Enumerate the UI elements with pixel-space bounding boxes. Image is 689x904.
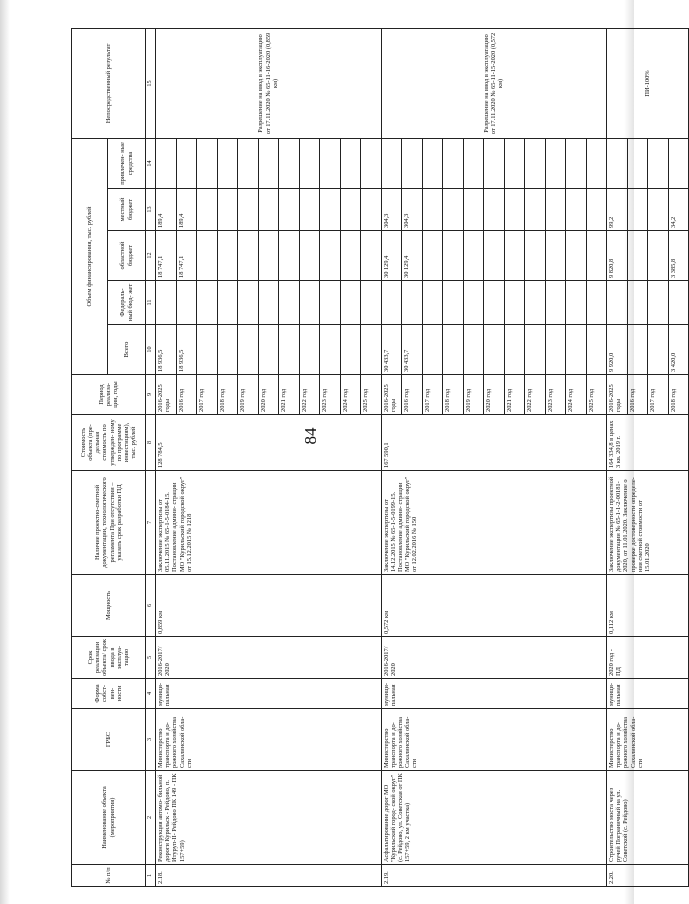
extra-funds-cell — [504, 139, 525, 189]
federal-cell — [258, 281, 279, 325]
federal-cell — [607, 281, 628, 325]
header-funding: Объем финансирования, тыс. рублей — [72, 139, 108, 375]
total-cell — [217, 325, 238, 375]
regional-cell — [279, 231, 300, 281]
page-number: 84 — [301, 427, 320, 445]
regional-cell — [320, 231, 341, 281]
extra-funds-cell — [463, 139, 484, 189]
table-row — [607, 29, 628, 887]
regional-cell — [299, 231, 320, 281]
regional-cell — [627, 231, 648, 281]
total-cell — [566, 325, 587, 375]
extra-funds-cell — [258, 139, 279, 189]
local-cell — [238, 189, 259, 231]
regional-cell: 18 747,1 — [156, 231, 177, 281]
extra-funds-cell — [320, 139, 341, 189]
period-cell: 2016 год — [402, 375, 423, 415]
total-cell — [545, 325, 566, 375]
federal-cell — [443, 281, 464, 325]
regional-cell — [361, 231, 382, 281]
header-docs: Наличие проектно-сметной документации, технологического регламента При отсутствии – указать срок разработки ПД — [72, 471, 146, 575]
table-body — [156, 29, 689, 887]
implementation-term: 2016-2017/ 2020 — [381, 637, 607, 679]
scan-shadow-left — [0, 0, 10, 904]
period-cell: 2021 год — [504, 375, 525, 415]
period-cell: 2017 год — [197, 375, 218, 415]
regional-cell: 9 820,8 — [607, 231, 628, 281]
extra-funds-cell — [443, 139, 464, 189]
period-cell: 2018 год — [443, 375, 464, 415]
local-cell — [484, 189, 505, 231]
grbs-name: Министерство транспорта и до- рожного хозяйства Сахалинской обла- сти — [607, 709, 689, 771]
local-cell — [217, 189, 238, 231]
federal-cell — [156, 281, 177, 325]
direct-result: Разрешение на ввод в эксплуатацию от 17.11.2020 № 65-11-15-2020 (0,572 км) — [381, 29, 607, 139]
local-cell — [648, 189, 669, 231]
local-cell — [463, 189, 484, 231]
total-cell — [648, 325, 669, 375]
extra-funds-cell — [607, 139, 628, 189]
column-number-row — [146, 29, 156, 887]
extra-funds-cell — [525, 139, 546, 189]
total-cell — [525, 325, 546, 375]
grbs-name: Министерство транспорта и до- рожного хозяйства Сахалинской обла- сти — [156, 709, 382, 771]
design-docs: Заключение экспертизы от 14.12.2015 № 65-1-5-0199-15. Постановление админи- страции МО "Курильский городской округ" от 12.02.2016 № 150 — [381, 471, 607, 575]
column-number: 1 — [146, 865, 156, 887]
extra-funds-cell — [566, 139, 587, 189]
period-cell: 2020 год — [484, 375, 505, 415]
header-federal: Федераль- ный бюд- жет — [108, 281, 146, 325]
local-cell — [545, 189, 566, 231]
object-name: Асфальтирование дорог МО "Курильский город- ской округ" (с. Рейдово, ул. Советская от ПК 157+59, 2 км участка) — [381, 771, 607, 865]
local-cell: 99,2 — [607, 189, 628, 231]
header-capacity: Мощность — [72, 575, 146, 637]
regional-cell — [545, 231, 566, 281]
local-cell — [627, 189, 648, 231]
total-cell: 30 433,7 — [402, 325, 423, 375]
federal-cell — [381, 281, 402, 325]
federal-cell — [668, 281, 689, 325]
extra-funds-cell — [545, 139, 566, 189]
period-cell: 2019 год — [238, 375, 259, 415]
total-cell — [279, 325, 300, 375]
local-cell — [525, 189, 546, 231]
total-cell — [443, 325, 464, 375]
column-number: 15 — [146, 29, 156, 139]
total-cell — [340, 325, 361, 375]
ownership-form: муници- пальная — [607, 679, 689, 709]
period-cell: 2024 год — [566, 375, 587, 415]
federal-cell — [525, 281, 546, 325]
extra-funds-cell — [586, 139, 607, 189]
total-cell — [258, 325, 279, 375]
implementation-term: 2016-2017/ 2020 — [156, 637, 382, 679]
extra-funds-cell — [156, 139, 177, 189]
regional-cell — [238, 231, 259, 281]
capacity: 0,572 км — [381, 575, 607, 637]
local-cell — [586, 189, 607, 231]
header-form: Форма собст- вен- ности — [72, 679, 146, 709]
ownership-form: муници- пальная — [381, 679, 607, 709]
capacity: 0,859 км — [156, 575, 382, 637]
object-name: Строительство моста через ручей Пограничный на ул. Советской (с. Рейдово) — [607, 771, 689, 865]
local-cell — [320, 189, 341, 231]
header-regional: областной бюджет — [108, 231, 146, 281]
direct-result: ПИ-100% — [607, 29, 689, 139]
column-number: 8 — [146, 415, 156, 471]
federal-cell — [340, 281, 361, 325]
period-cell: 2020 год — [258, 375, 279, 415]
design-docs: Заключение экспертизы проектной документации № 65-1-1-2-00181-2020, от 11.01.2020. Заключение о проверке достоверности определе- ния сметной стоимости от 15.01.2020 — [607, 471, 689, 575]
regional-cell — [648, 231, 669, 281]
federal-cell — [627, 281, 648, 325]
period-cell: 2016-2025 годы — [156, 375, 177, 415]
header-result: Непосредственный результат — [72, 29, 146, 139]
local-cell — [504, 189, 525, 231]
extra-funds-cell — [402, 139, 423, 189]
total-cell — [484, 325, 505, 375]
total-cell — [463, 325, 484, 375]
federal-cell — [238, 281, 259, 325]
implementation-term: 2020 год - ПД — [607, 637, 689, 679]
row-number: 2.20. — [607, 865, 689, 887]
period-cell: 2017 год — [422, 375, 443, 415]
period-cell: 2017 год — [648, 375, 669, 415]
period-cell: 2022 год — [299, 375, 320, 415]
federal-cell — [217, 281, 238, 325]
local-cell — [566, 189, 587, 231]
local-cell — [299, 189, 320, 231]
federal-cell — [422, 281, 443, 325]
extra-funds-cell — [484, 139, 505, 189]
extra-funds-cell — [361, 139, 382, 189]
column-number: 5 — [146, 637, 156, 679]
regional-cell: 30 129,4 — [402, 231, 423, 281]
column-number: 12 — [146, 231, 156, 281]
total-cell — [197, 325, 218, 375]
total-cell: 3 420,0 — [668, 325, 689, 375]
period-cell: 2024 год — [340, 375, 361, 415]
object-cost: 164 334,8 в ценах 3 кв. 2019 г. — [607, 415, 689, 471]
row-number: 2.18. — [156, 865, 382, 887]
regional-cell — [484, 231, 505, 281]
local-cell: 304,3 — [381, 189, 402, 231]
regional-cell — [217, 231, 238, 281]
header-term: Срок реализации объекта/ срок ввода в эксплуа- тацию — [72, 637, 146, 679]
federal-cell — [320, 281, 341, 325]
local-cell — [361, 189, 382, 231]
extra-funds-cell — [176, 139, 197, 189]
column-number: 9 — [146, 375, 156, 415]
total-cell: 18 936,5 — [156, 325, 177, 375]
header-total: Всего — [108, 325, 146, 375]
total-cell — [299, 325, 320, 375]
federal-cell — [504, 281, 525, 325]
total-cell: 9 920,0 — [607, 325, 628, 375]
federal-cell — [566, 281, 587, 325]
federal-cell — [648, 281, 669, 325]
period-cell: 2021 год — [279, 375, 300, 415]
period-cell: 2016 год — [627, 375, 648, 415]
design-docs: Заключение экспертизы от 05.11.2015 № 65-1-5-0184-15. Постановление админи- страции МО "Курильский городской округ" от 15.12.2015 № 1218 — [156, 471, 382, 575]
local-cell: 189,4 — [156, 189, 177, 231]
extra-funds-cell — [668, 139, 689, 189]
regional-cell — [586, 231, 607, 281]
period-cell: 2016 год — [176, 375, 197, 415]
period-cell: 2025 год — [361, 375, 382, 415]
federal-cell — [402, 281, 423, 325]
federal-cell — [463, 281, 484, 325]
total-cell — [238, 325, 259, 375]
extra-funds-cell — [279, 139, 300, 189]
header-grbs: ГРБС — [72, 709, 146, 771]
local-cell: 34,2 — [668, 189, 689, 231]
period-cell: 2019 год — [463, 375, 484, 415]
column-number: 3 — [146, 709, 156, 771]
header-cost: Стоимость объекта (пре- дельная стоимость по утвержден- ному по программе инвестициям), тыс. рублей — [72, 415, 146, 471]
direct-result: Разрешение на ввод в эксплуатацию от 17.11.2020 № 65-11-16-2020 (0,859 км) — [156, 29, 382, 139]
total-cell — [422, 325, 443, 375]
table-row — [156, 29, 177, 887]
local-cell — [340, 189, 361, 231]
federal-cell — [586, 281, 607, 325]
grbs-name: Министерство транспорта и до- рожного хозяйства Сахалинской обла- сти — [381, 709, 607, 771]
regional-cell — [443, 231, 464, 281]
regional-cell — [422, 231, 443, 281]
regional-cell — [525, 231, 546, 281]
local-cell: 304,3 — [402, 189, 423, 231]
total-cell — [504, 325, 525, 375]
local-cell: 189,4 — [176, 189, 197, 231]
header-local: местный бюджет — [108, 189, 146, 231]
period-cell: 2023 год — [545, 375, 566, 415]
local-cell — [443, 189, 464, 231]
regional-cell: 3 385,8 — [668, 231, 689, 281]
object-cost: 167 590,1 — [381, 415, 607, 471]
extra-funds-cell — [217, 139, 238, 189]
extra-funds-cell — [340, 139, 361, 189]
column-number: 6 — [146, 575, 156, 637]
column-number: 2 — [146, 771, 156, 865]
total-cell: 18 936,5 — [176, 325, 197, 375]
federal-cell — [299, 281, 320, 325]
federal-cell — [484, 281, 505, 325]
period-cell: 2018 год — [668, 375, 689, 415]
regional-cell — [258, 231, 279, 281]
extra-funds-cell — [648, 139, 669, 189]
local-cell — [258, 189, 279, 231]
total-cell — [361, 325, 382, 375]
regional-cell — [340, 231, 361, 281]
regional-cell — [504, 231, 525, 281]
column-number: 10 — [146, 325, 156, 375]
column-number: 13 — [146, 189, 156, 231]
federal-cell — [279, 281, 300, 325]
capacity: 0,112 км — [607, 575, 689, 637]
total-cell — [320, 325, 341, 375]
period-cell: 2016-2025 годы — [607, 375, 628, 415]
federal-cell — [361, 281, 382, 325]
local-cell — [197, 189, 218, 231]
period-cell: 2018 год — [217, 375, 238, 415]
period-cell: 2025 год — [586, 375, 607, 415]
program-table — [71, 28, 689, 887]
local-cell — [422, 189, 443, 231]
extra-funds-cell — [197, 139, 218, 189]
extra-funds-cell — [422, 139, 443, 189]
federal-cell — [176, 281, 197, 325]
federal-cell — [197, 281, 218, 325]
period-cell: 2022 год — [525, 375, 546, 415]
extra-funds-cell — [299, 139, 320, 189]
regional-cell: 18 747,1 — [176, 231, 197, 281]
table-row — [381, 29, 402, 887]
object-name: Реконструкция автомо- бильной дороги Курильск - Рейдово, п. Итуруп-II- Рейдово ПК 149 - ПК 157+59) — [156, 771, 382, 865]
extra-funds-cell — [238, 139, 259, 189]
regional-cell — [197, 231, 218, 281]
total-cell — [627, 325, 648, 375]
ownership-form: муници- пальная — [156, 679, 382, 709]
column-number: 14 — [146, 139, 156, 189]
period-cell: 2016-2025 годы — [381, 375, 402, 415]
header-period: Период реализа- ции, годы — [72, 375, 146, 415]
total-cell: 30 433,7 — [381, 325, 402, 375]
header-extra: привлечен- ные средства — [108, 139, 146, 189]
regional-cell — [463, 231, 484, 281]
rotated-table-wrapper — [71, 29, 677, 887]
extra-funds-cell — [381, 139, 402, 189]
column-number: 4 — [146, 679, 156, 709]
column-number: 7 — [146, 471, 156, 575]
object-cost: 128 784,5 — [156, 415, 382, 471]
row-number: 2.19. — [381, 865, 607, 887]
period-cell: 2023 год — [320, 375, 341, 415]
local-cell — [279, 189, 300, 231]
header-name: Наименование объекта (мероприятия) — [72, 771, 146, 865]
regional-cell: 30 129,4 — [381, 231, 402, 281]
total-cell — [586, 325, 607, 375]
regional-cell — [566, 231, 587, 281]
header-no: № п/п — [72, 865, 146, 887]
federal-cell — [545, 281, 566, 325]
column-number: 11 — [146, 281, 156, 325]
extra-funds-cell — [627, 139, 648, 189]
